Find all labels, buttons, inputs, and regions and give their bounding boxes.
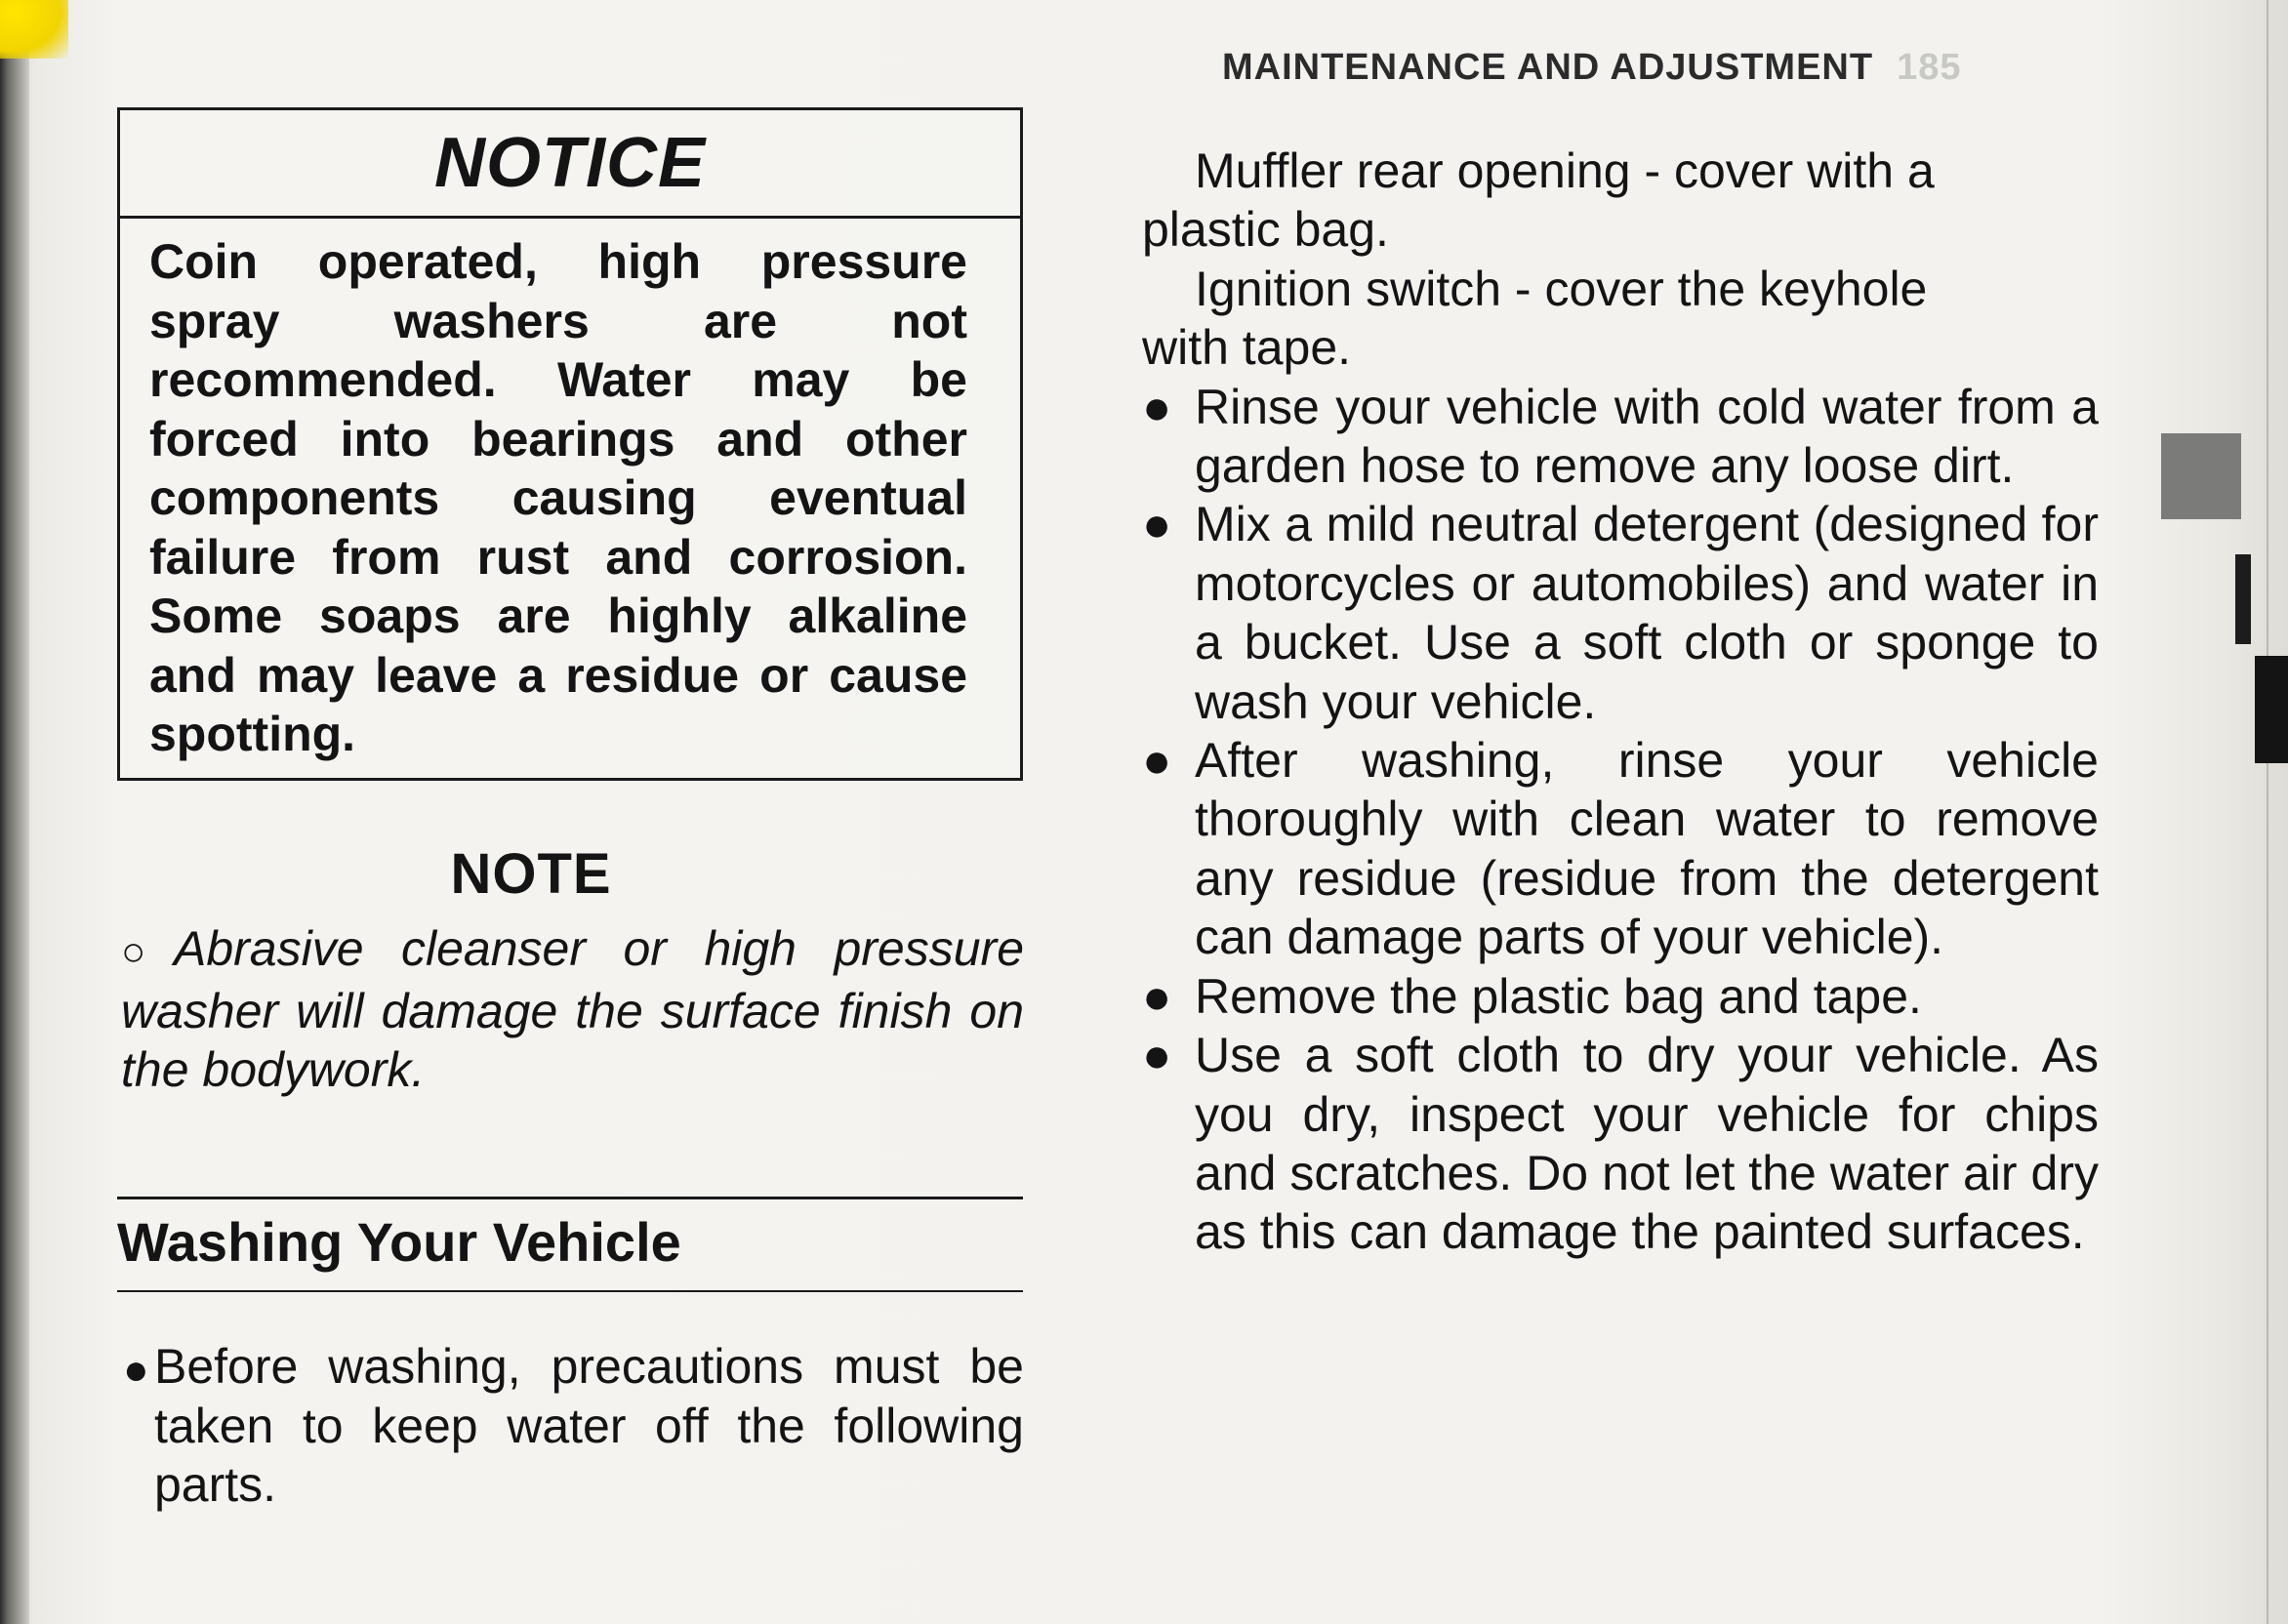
bullet-icon: ●: [1142, 497, 1172, 552]
sub-item-ignition: Ignition switch - cover the keyhole: [1195, 261, 1928, 316]
section-divider: [117, 1197, 1023, 1199]
notice-body: Coin operated, high pressure spray washers are not recommended. Water may be forced into bearings and other components causing eventual failure from rust and corrosion. Some soaps are highly alkaline and may leave a residue or cause spotting.: [149, 234, 967, 761]
list-item: [1142, 495, 2099, 731]
page-edge-line: [2267, 0, 2268, 1624]
list-item-text: Rinse your vehicle with cold water from a garden hose to remove any loose dirt.: [1195, 379, 2099, 494]
list-item: [1142, 1026, 2099, 1262]
section-thumb-tab: [2161, 433, 2241, 519]
note-heading: NOTE: [450, 842, 612, 906]
note-body: [121, 919, 1024, 1100]
list-item: [1142, 967, 2099, 1026]
header-title: MAINTENANCE AND ADJUSTMENT: [1222, 47, 1874, 88]
notice-title: NOTICE: [120, 110, 1020, 219]
note-marker: ○: [121, 928, 170, 974]
notice-box: [117, 107, 1023, 781]
list-item: [1142, 378, 2099, 496]
list-item: [1142, 731, 2099, 967]
sub-item-ignition-cont: with tape.: [1142, 320, 1352, 376]
note-text: Abrasive cleanser or high pressure washer will damage the surface finish on the bodywork.: [121, 921, 1025, 1097]
sub-item-muffler-cont: plastic bag.: [1142, 202, 1389, 258]
sub-item-muffler: Muffler rear opening - cover with a: [1195, 143, 1935, 198]
list-item-text: Mix a mild neutral detergent (designed for motorcycles or automobiles) and water in a bucket. Use a soft cloth or sponge to wash your vehicle.: [1195, 497, 2099, 729]
right-column: [1142, 142, 2099, 1262]
book-spine-shadow: [0, 0, 29, 1624]
list-item-text: Remove the plastic bag and tape.: [1195, 968, 1922, 1024]
bullet-icon: ●: [1142, 1028, 1172, 1083]
list-item-text: Before washing, precautions must be taken to keep water off the following parts.: [154, 1339, 1024, 1512]
bullet-icon: ●: [1142, 968, 1172, 1024]
section-thumb-tab: [2235, 554, 2251, 644]
section-heading: Washing Your Vehicle: [117, 1211, 681, 1273]
bullet-icon: ●: [1142, 379, 1172, 434]
running-header: [1222, 47, 2101, 96]
bullet-icon: ●: [123, 1346, 149, 1394]
section-divider: [117, 1290, 1023, 1292]
page-number: 185: [1897, 47, 1962, 88]
list-item-text: After washing, rinse your vehicle thoroughly with clean water to remove any residue (residue from the detergent can damage parts of your vehicle).: [1195, 733, 2099, 965]
yellow-page-marker: [0, 0, 68, 59]
list-item: [121, 1337, 1024, 1515]
list-item-text: Use a soft cloth to dry your vehicle. As you dry, inspect your vehicle for chips and scratches. Do not let the water air dry as this can damage the painted surfaces.: [1195, 1028, 2099, 1260]
bullet-icon: ●: [1142, 733, 1172, 789]
section-thumb-tab: [2255, 656, 2288, 763]
